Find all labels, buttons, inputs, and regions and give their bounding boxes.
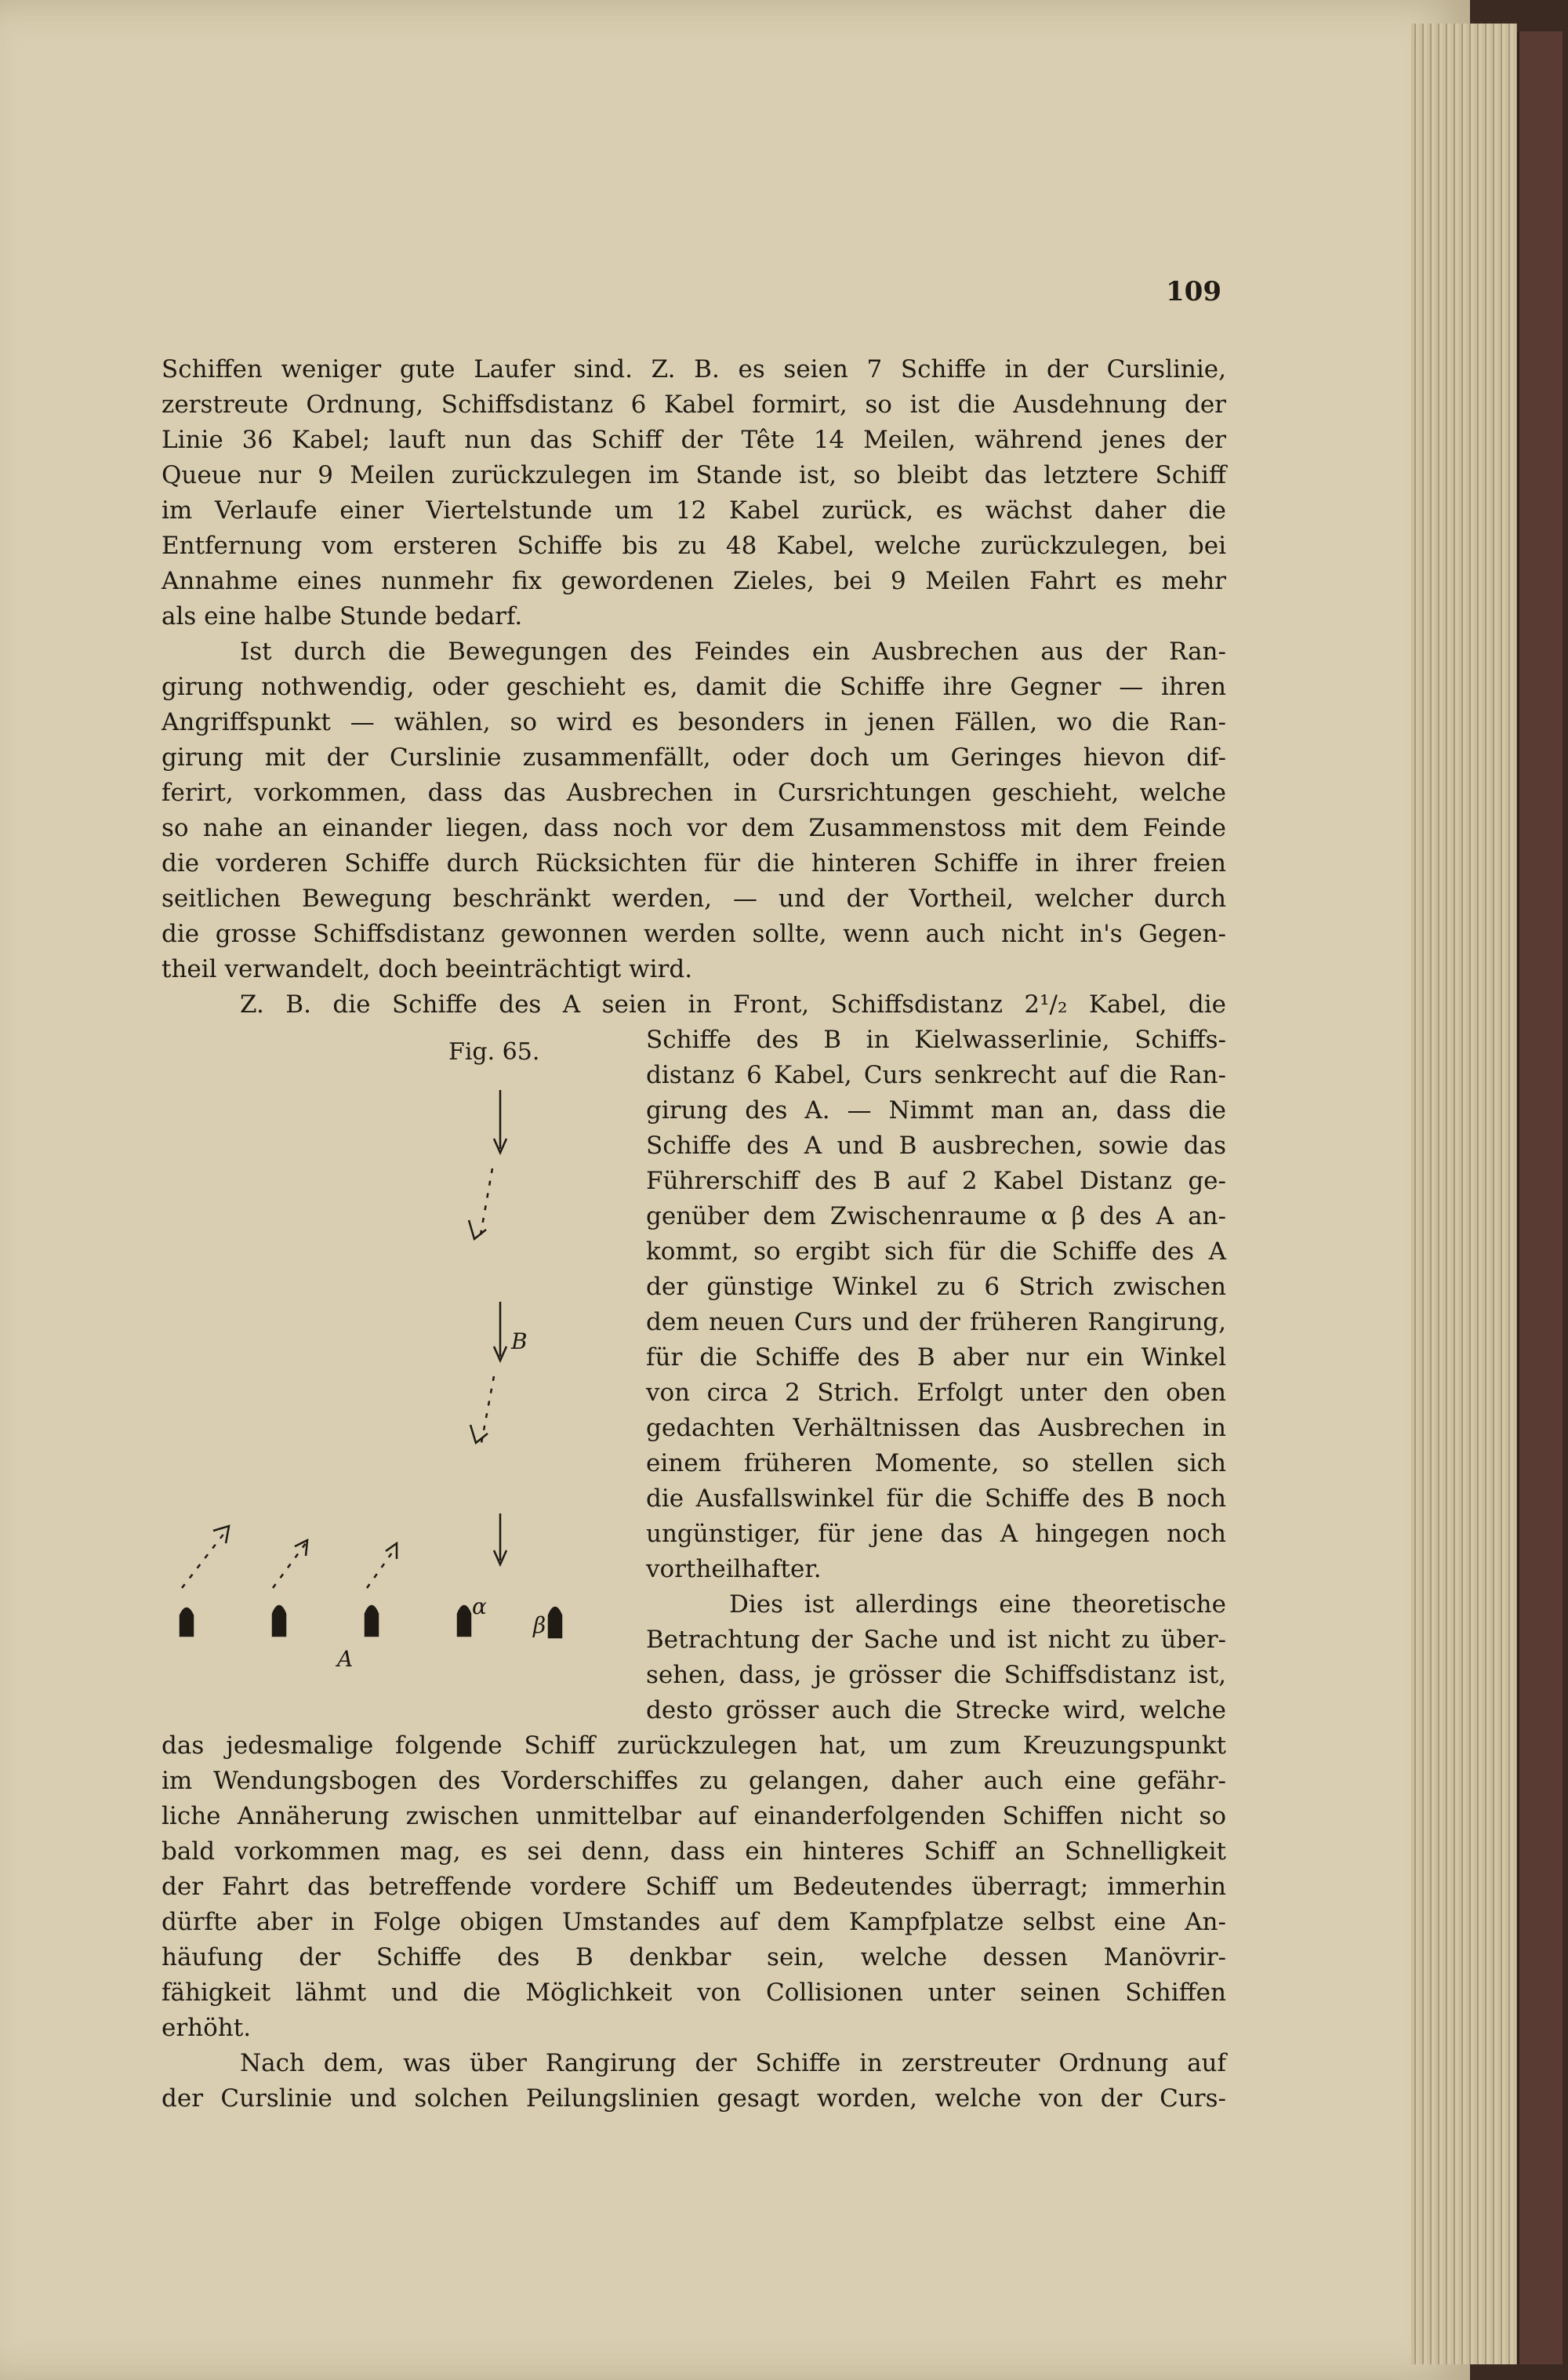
text-line: Angriffspunkt — wählen, so wird es besonders in jenen Fällen, wo die Ran- (162, 708, 1226, 736)
arrow-head (386, 1543, 397, 1559)
ship-icon (365, 1606, 378, 1636)
text-line: girung mit der Curslinie zusammenfällt, oder doch um Geringes hievon dif- (162, 743, 1226, 772)
text-line: theil verwandelt, doch beeinträchtigt wird. (162, 955, 693, 983)
figure-caption: Fig. 65. (448, 1038, 540, 1066)
text-line: kommt, so ergibt sich für die Schiffe des A (646, 1237, 1226, 1266)
text-line: Schiffe des B in Kielwasserlinie, Schiffs- (646, 1026, 1226, 1054)
text-line: häufung der Schiffe des B denkbar sein, welche dessen Manövrir- (162, 1943, 1226, 1971)
text-line: der günstige Winkel zu 6 Strich zwischen (646, 1273, 1226, 1301)
text-line: ferirt, vorkommen, dass das Ausbrechen in Cursrichtungen geschieht, welche (162, 779, 1226, 807)
label-beta: β (533, 1612, 546, 1638)
text-line: so nahe an einander liegen, dass noch vor dem Zusammenstoss mit dem Feinde (162, 814, 1226, 842)
arrow-head (295, 1540, 307, 1556)
text-line: der Curslinie und solchen Peilungslinien gesagt worden, welche von der Curs- (162, 2084, 1226, 2113)
dashed-track (480, 1168, 492, 1239)
ship-icon (180, 1608, 193, 1636)
dashed-track (481, 1376, 494, 1443)
text-line: Dies ist allerdings eine theoretische (729, 1590, 1226, 1619)
text-line: ungünstiger, für jene das A hingegen noch (646, 1520, 1226, 1548)
figure-65 (157, 1074, 596, 1686)
text-line: Z. B. die Schiffe des A seien in Front, Schiffsdistanz 2¹/₂ Kabel, die (240, 990, 1226, 1019)
text-line: dürfte aber in Folge obigen Umstandes auf dem Kampfplatze selbst eine An- (162, 1908, 1226, 1936)
text-line: Annahme eines nunmehr fix gewordenen Zieles, bei 9 Meilen Fahrt es mehr (162, 567, 1226, 595)
text-line: Schiffen weniger gute Laufer sind. Z. B. es seien 7 Schiffe in der Curslinie, (162, 355, 1226, 383)
ship-icon (458, 1606, 470, 1636)
text-line: Queue nur 9 Meilen zurückzulegen im Stande ist, so bleibt das letztere Schiff (162, 461, 1226, 489)
text-line: desto grösser auch die Strecke wird, welche (646, 1696, 1226, 1724)
text-line: fähigkeit lähmt und die Möglichkeit von Collisionen unter seinen Schiffen (162, 1978, 1226, 2007)
page-edges (1411, 24, 1517, 2364)
text-line: liche Annäherung zwischen unmittelbar auf einanderfolgenden Schiffen nicht so (162, 1802, 1226, 1830)
text-line: erhöht. (162, 2014, 252, 2042)
text-line: Nach dem, was über Rangirung der Schiffe in zerstreuter Ordnung auf (240, 2049, 1226, 2077)
text-line: Linie 36 Kabel; lauft nun das Schiff der Tête 14 Meilen, während jenes der (162, 426, 1226, 454)
text-line: einem früheren Momente, so stellen sich (646, 1449, 1226, 1477)
text-line: Führerschiff des B auf 2 Kabel Distanz ge- (646, 1167, 1226, 1195)
text-line: distanz 6 Kabel, Curs senkrecht auf die Ran- (646, 1061, 1226, 1089)
arrow-head (213, 1526, 229, 1543)
text-line: die Ausfallswinkel für die Schiffe des B noch (646, 1484, 1226, 1513)
text-line: als eine halbe Stunde bedarf. (162, 602, 523, 630)
text-line: Entfernung vom ersteren Schiffe bis zu 48 Kabel, welche zurückzulegen, bei (162, 532, 1226, 560)
text-line: Betrachtung der Sache und ist nicht zu über- (646, 1626, 1226, 1654)
book-cover-edge (1517, 31, 1563, 2364)
text-line: der Fahrt das betreffende vordere Schiff um Bedeutendes überragt; immerhin (162, 1873, 1226, 1901)
text-line: dem neuen Curs und der früheren Rangirung, (646, 1308, 1226, 1336)
text-line: die vorderen Schiffe durch Rücksichten für die hinteren Schiffe in ihrer freien (162, 849, 1226, 878)
text-line: das jedesmalige folgende Schiff zurückzulegen hat, um zum Kreuzungspunkt (162, 1731, 1226, 1760)
text-line: im Verlaufe einer Viertelstunde um 12 Kabel zurück, es wächst daher die (162, 496, 1226, 525)
label-A: A (337, 1646, 354, 1672)
text-line: für die Schiffe des B aber nur ein Winkel (646, 1343, 1226, 1372)
text-line: im Wendungsbogen des Vorderschiffes zu gelangen, daher auch eine gefähr- (162, 1767, 1226, 1795)
text-line: von circa 2 Strich. Erfolgt unter den oben (646, 1379, 1226, 1407)
text-line: die grosse Schiffsdistanz gewonnen werden sollte, wenn auch nicht in's Gegen- (162, 920, 1226, 948)
label-B: B (511, 1328, 528, 1354)
arrow-head (469, 1220, 486, 1239)
page-number: 109 (1166, 276, 1221, 307)
text-line: Ist durch die Bewegungen des Feindes ein Ausbrechen aus der Ran- (240, 638, 1226, 666)
text-line: bald vorkommen mag, es sei denn, dass ein hinteres Schiff an Schnelligkeit (162, 1837, 1226, 1866)
text-line: girung nothwendig, oder geschieht es, damit die Schiffe ihre Gegner — ihren (162, 673, 1226, 701)
text-line: genüber dem Zwischenraume α β des A an- (646, 1202, 1226, 1230)
dashed-track (367, 1547, 396, 1588)
text-line: sehen, dass, je grösser die Schiffsdistanz ist, (646, 1661, 1226, 1689)
text-line: seitlichen Bewegung beschränkt werden, — und der Vortheil, welcher durch (162, 885, 1226, 913)
text-line: zerstreute Ordnung, Schiffsdistanz 6 Kabel formirt, so ist die Ausdehnung der (162, 391, 1226, 419)
label-alpha: α (472, 1593, 487, 1619)
figure-diagram (157, 1074, 596, 1686)
ship-icon (273, 1606, 285, 1636)
text-line: girung des A. — Nimmt man an, dass die (646, 1096, 1226, 1125)
ship-icon (549, 1608, 561, 1637)
dashed-track (273, 1543, 306, 1588)
text-line: gedachten Verhältnissen das Ausbrechen in (646, 1414, 1226, 1442)
text-line: vortheilhafter. (646, 1555, 822, 1583)
dashed-track (182, 1529, 227, 1588)
text-line: Schiffe des A und B ausbrechen, sowie das (646, 1132, 1226, 1160)
